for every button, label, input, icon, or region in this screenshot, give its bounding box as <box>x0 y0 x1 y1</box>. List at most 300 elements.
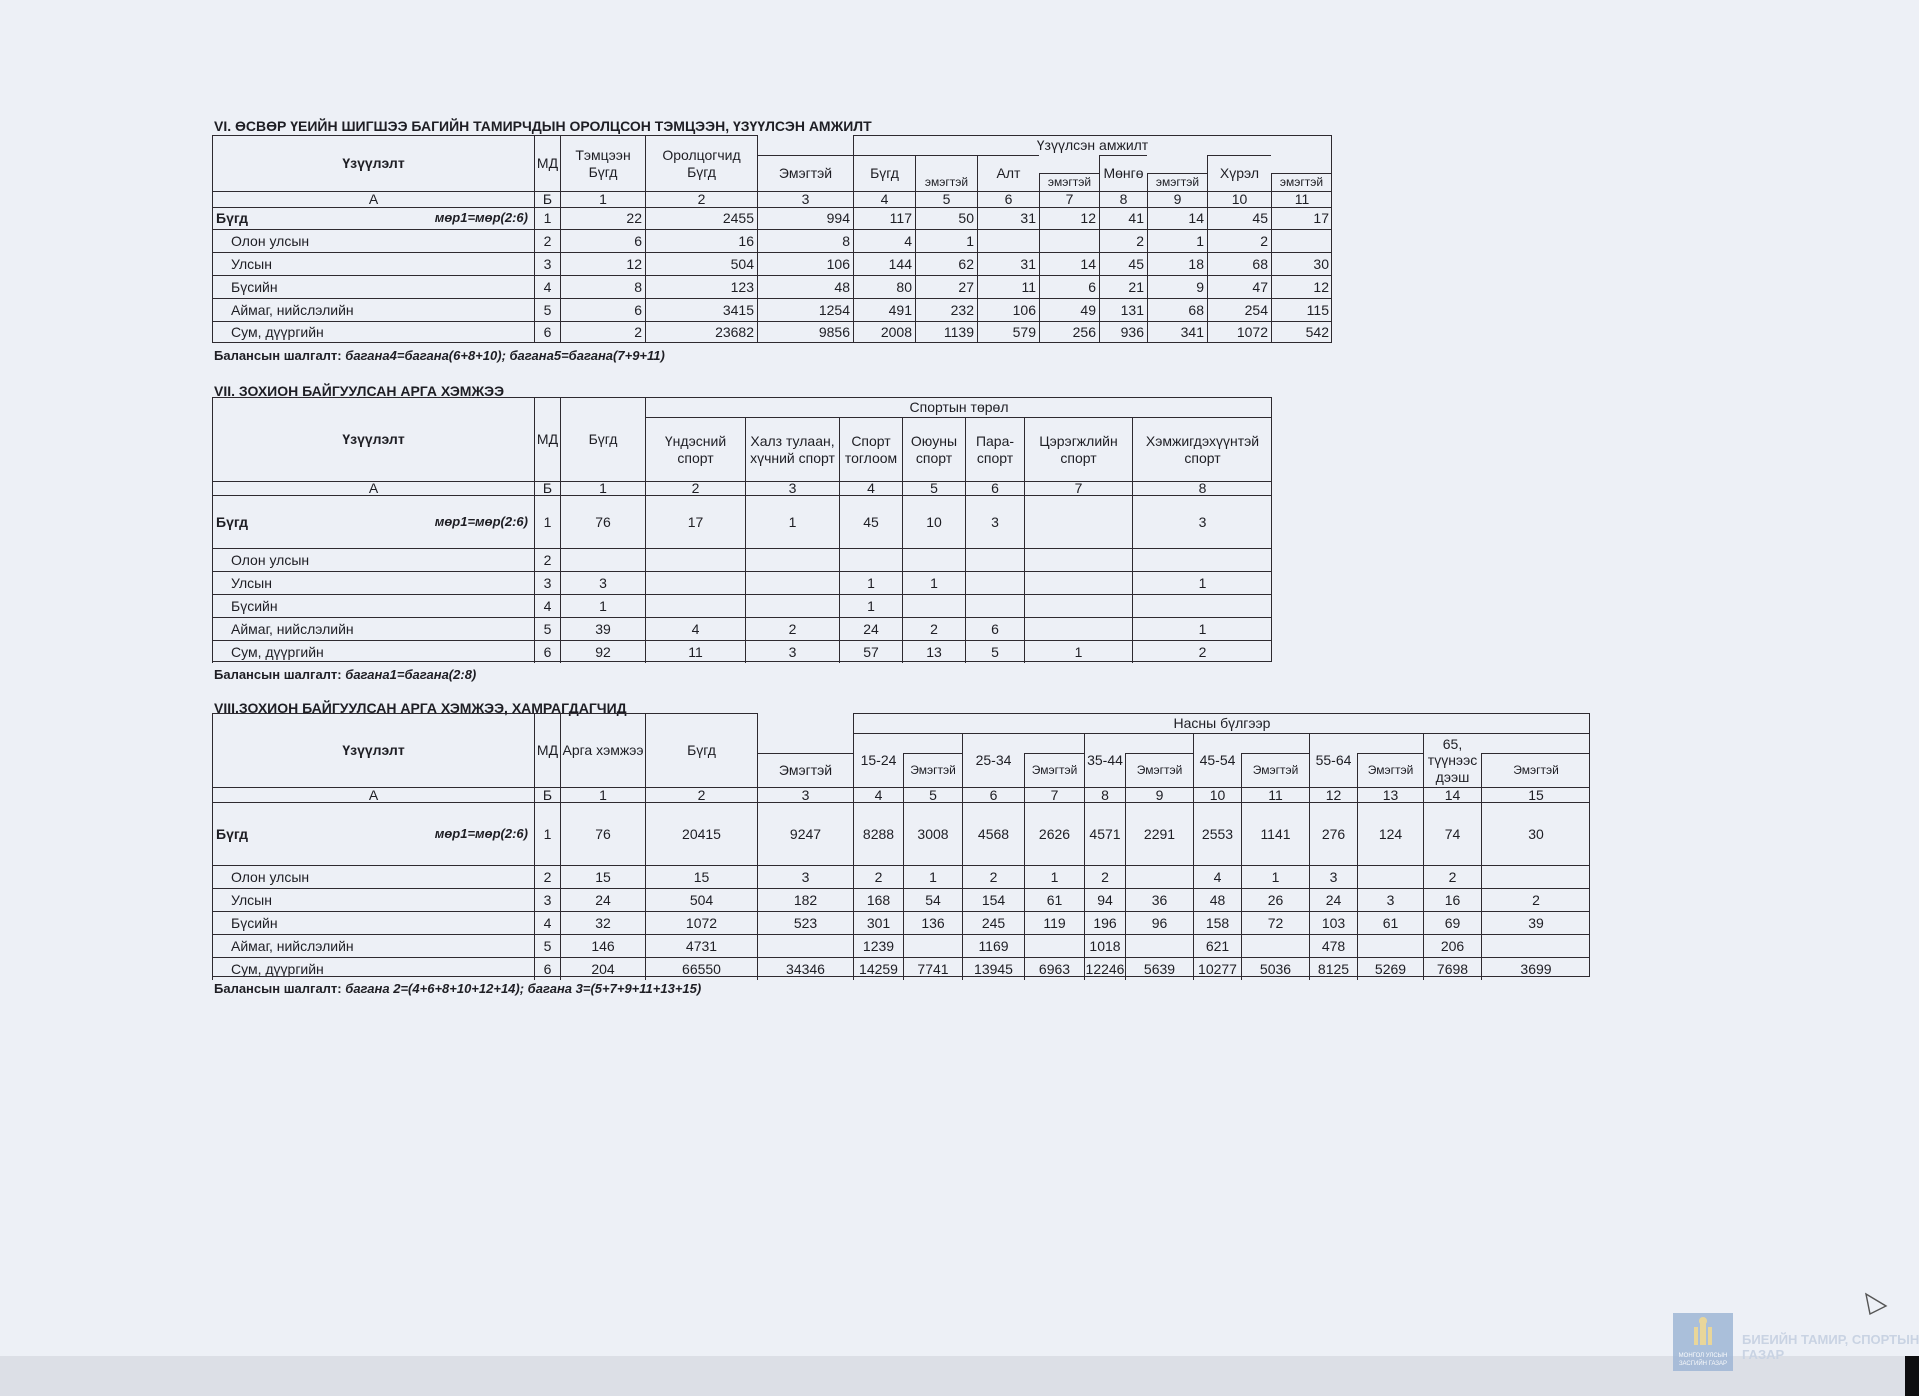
t7-data-cell: 1 <box>745 495 839 548</box>
t6-data-cell: 115 <box>1271 298 1332 321</box>
t8-row-label <box>212 802 534 865</box>
t6-data-cell: 49 <box>1039 298 1099 321</box>
t8-data-cell: 66550 <box>645 957 757 980</box>
t8-h-indicator: Үзүүлэлт <box>212 713 534 787</box>
t6-row-label <box>212 207 534 229</box>
t8-data-cell: 2626 <box>1024 802 1084 865</box>
t6-data-cell: 232 <box>915 298 977 321</box>
t6-data-cell: 144 <box>853 252 915 275</box>
t8-data-cell: 1 <box>903 865 962 888</box>
t6-code-cell: 10 <box>1207 191 1271 207</box>
t6-data-cell: 2008 <box>853 321 915 343</box>
t8-h-female-top <box>757 713 853 753</box>
t6-data-cell: 131 <box>1099 298 1147 321</box>
t7-data-cell <box>902 594 965 617</box>
t6-code-cell: 1 <box>560 191 645 207</box>
t8-data-cell: 168 <box>853 888 903 911</box>
t8-data-cell: 204 <box>560 957 645 980</box>
t7-h-sport: Пара-спорт <box>965 417 1024 481</box>
t6-code-cell: Б <box>534 191 560 207</box>
t7-data-cell: 5 <box>534 617 560 640</box>
t7-data-cell: 1 <box>902 571 965 594</box>
t6-data-cell: 2 <box>1099 229 1147 252</box>
t8-data-cell: 245 <box>962 911 1024 934</box>
t8-data-cell: 2553 <box>1193 802 1241 865</box>
t8-h-md: МД <box>534 713 560 787</box>
t6-data-cell: 504 <box>645 252 757 275</box>
t8-data-cell: 196 <box>1084 911 1125 934</box>
t6-data-cell: 14 <box>1147 207 1207 229</box>
t7-data-cell <box>645 594 745 617</box>
t7-h-sport: Оюуны спорт <box>902 417 965 481</box>
t6-data-cell: 936 <box>1099 321 1147 343</box>
t8-data-cell: 8125 <box>1309 957 1357 980</box>
t6-h-sub-3: эмэгтэй <box>1147 173 1207 191</box>
t8-code-cell: А <box>212 787 534 802</box>
t8-data-cell: 478 <box>1309 934 1357 957</box>
t6-data-cell: 1 <box>915 229 977 252</box>
t6-row-label: Бүсийн <box>212 275 534 298</box>
t8-data-cell: 146 <box>560 934 645 957</box>
t7-h-sport: Халз тулаан, хүчний спорт <box>745 417 839 481</box>
t8-data-cell: 4731 <box>645 934 757 957</box>
t8-data-cell: 3 <box>1357 888 1423 911</box>
t6-code-cell: А <box>212 191 534 207</box>
t7-h-sport: Спорт тоглоом <box>839 417 902 481</box>
t7-code-cell: 7 <box>1024 481 1132 495</box>
t6-data-cell: 21 <box>1099 275 1147 298</box>
t6-h-result: Үзүүлсэн амжилт <box>853 135 1331 155</box>
t8-row-label: Сум, дүүргийн <box>212 957 534 980</box>
t6-code-cell: 7 <box>1039 191 1099 207</box>
t7-data-cell: 39 <box>560 617 645 640</box>
t6-h-comp: Тэмцээн Бүгд <box>560 135 645 191</box>
t6-data-cell: 47 <box>1207 275 1271 298</box>
t6-h-silver: Мөнгө <box>1099 155 1147 191</box>
t6-data-cell: 62 <box>915 252 977 275</box>
t6-h-indicator: Үзүүлэлт <box>212 135 534 191</box>
section6-balance-note: Балансын шалгалт: багана4=багана(6+8+10); багана5=багана(7+9+11) <box>214 348 665 363</box>
t8-data-cell <box>1125 934 1193 957</box>
t8-h-female-sub: Эмэгтэй <box>1125 753 1193 787</box>
t6-data-cell <box>1039 229 1099 252</box>
t6-h-total: Бүгд <box>853 155 915 191</box>
t7-data-cell: 45 <box>839 495 902 548</box>
t8-h-agegroup: 35-44 <box>1084 733 1125 787</box>
t8-h-female: Эмэгтэй <box>757 753 853 787</box>
t8-data-cell: 119 <box>1024 911 1084 934</box>
t6-row-label: Сум, дүүргийн <box>212 321 534 343</box>
t7-data-cell <box>645 571 745 594</box>
t8-data-cell: 5 <box>534 934 560 957</box>
t8-data-cell: 206 <box>1423 934 1481 957</box>
t7-data-cell <box>965 571 1024 594</box>
t8-h-agegroup-top <box>1481 733 1590 753</box>
t8-h-agegroup: 45-54 <box>1193 733 1241 787</box>
t8-h-agegroup: 65, түүнээс дээш <box>1423 733 1481 787</box>
t6-data-cell: 256 <box>1039 321 1099 343</box>
t8-data-cell: 1072 <box>645 911 757 934</box>
t8-data-cell: 1018 <box>1084 934 1125 957</box>
t6-data-cell: 106 <box>977 298 1039 321</box>
t8-data-cell: 16 <box>1423 888 1481 911</box>
t6-code-cell: 4 <box>853 191 915 207</box>
t8-data-cell: 15 <box>645 865 757 888</box>
t8-h-agegroup-top <box>1357 733 1423 753</box>
t6-data-cell: 4 <box>853 229 915 252</box>
t6-data-cell: 491 <box>853 298 915 321</box>
t8-code-cell: 15 <box>1481 787 1590 802</box>
t6-row-label: Улсын <box>212 252 534 275</box>
t7-data-cell: 10 <box>902 495 965 548</box>
t8-data-cell <box>757 934 853 957</box>
t7-code-cell: 4 <box>839 481 902 495</box>
t8-data-cell: 96 <box>1125 911 1193 934</box>
t7-row-label: Олон улсын <box>212 548 534 571</box>
t6-data-cell: 68 <box>1147 298 1207 321</box>
t8-data-cell: 1239 <box>853 934 903 957</box>
t8-data-cell: 2 <box>853 865 903 888</box>
t6-code-cell: 11 <box>1271 191 1332 207</box>
t6-data-cell: 18 <box>1147 252 1207 275</box>
t8-h-agegroup: 15-24 <box>853 733 903 787</box>
t8-data-cell: 36 <box>1125 888 1193 911</box>
t7-h-sport: Үндэсний спорт <box>645 417 745 481</box>
t8-data-cell: 69 <box>1423 911 1481 934</box>
t8-data-cell: 1 <box>1024 865 1084 888</box>
t7-data-cell: 3 <box>560 571 645 594</box>
soyombo-icon <box>1673 1313 1733 1371</box>
t8-data-cell: 9247 <box>757 802 853 865</box>
t7-data-cell <box>745 548 839 571</box>
t8-h-total: Бүгд <box>645 713 757 787</box>
t6-data-cell: 48 <box>757 275 853 298</box>
t8-h-age: Насны бүлгээр <box>853 713 1590 733</box>
t8-code-cell: 12 <box>1309 787 1357 802</box>
t8-code-cell: 5 <box>903 787 962 802</box>
t8-data-cell: 39 <box>1481 911 1590 934</box>
t8-code-cell: 4 <box>853 787 903 802</box>
t7-code-cell: 5 <box>902 481 965 495</box>
t8-data-cell: 10277 <box>1193 957 1241 980</box>
t7-data-cell <box>839 548 902 571</box>
t7-code-cell: 8 <box>1132 481 1272 495</box>
t7-data-cell <box>560 548 645 571</box>
t8-data-cell: 15 <box>560 865 645 888</box>
corner-scan-mark-icon <box>1862 1290 1890 1318</box>
t6-h-sub-2: эмэгтэй <box>1039 173 1099 191</box>
t7-data-cell: 6 <box>534 640 560 663</box>
t8-data-cell: 12246 <box>1084 957 1125 980</box>
t8-data-cell: 7741 <box>903 957 962 980</box>
section7-title: VII. ЗОХИОН БАЙГУУЛСАН АРГА ХЭМЖЭЭ <box>214 383 505 399</box>
t8-data-cell <box>1241 934 1309 957</box>
t6-data-cell: 6 <box>560 298 645 321</box>
t6-h-md: МД <box>534 135 560 191</box>
t7-data-cell: 24 <box>839 617 902 640</box>
t6-data-cell: 41 <box>1099 207 1147 229</box>
t6-data-cell: 341 <box>1147 321 1207 343</box>
t6-h-sub-1: эмэгтэй <box>915 155 977 191</box>
t8-data-cell: 3 <box>757 865 853 888</box>
t8-h-events: Арга хэмжээ <box>560 713 645 787</box>
t6-h-female-top <box>757 135 853 155</box>
t8-data-cell: 26 <box>1241 888 1309 911</box>
t6-data-cell: 68 <box>1207 252 1271 275</box>
t8-code-cell: 8 <box>1084 787 1125 802</box>
t7-data-cell <box>902 548 965 571</box>
t7-row-label: Улсын <box>212 571 534 594</box>
t6-data-cell: 1 <box>1147 229 1207 252</box>
t7-data-cell: 76 <box>560 495 645 548</box>
t6-h-female: Эмэгтэй <box>757 155 853 191</box>
t7-code-cell: А <box>212 481 534 495</box>
t6-h-gold: Алт <box>977 155 1039 191</box>
t6-data-cell: 9856 <box>757 321 853 343</box>
t6-data-cell <box>977 229 1039 252</box>
t8-data-cell: 3008 <box>903 802 962 865</box>
t8-data-cell: 158 <box>1193 911 1241 934</box>
t8-data-cell: 154 <box>962 888 1024 911</box>
t8-h-female-sub: Эмэгтэй <box>903 753 962 787</box>
t8-data-cell: 4 <box>1193 865 1241 888</box>
row-formula: мөр1=мөр(2:6) <box>434 210 528 226</box>
t8-data-cell: 124 <box>1357 802 1423 865</box>
t8-data-cell <box>1125 865 1193 888</box>
t7-data-cell: 2 <box>745 617 839 640</box>
t6-data-cell: 8 <box>757 229 853 252</box>
t7-data-cell <box>1132 548 1272 571</box>
t7-data-cell <box>645 548 745 571</box>
t8-h-agegroup: 55-64 <box>1309 733 1357 787</box>
t7-data-cell <box>1024 594 1132 617</box>
t6-data-cell: 12 <box>560 252 645 275</box>
t8-data-cell: 7698 <box>1423 957 1481 980</box>
t6-data-cell: 6 <box>1039 275 1099 298</box>
t7-data-cell <box>745 571 839 594</box>
t7-data-cell: 1 <box>1132 617 1272 640</box>
t8-data-cell: 3699 <box>1481 957 1590 980</box>
t7-data-cell: 3 <box>965 495 1024 548</box>
t6-data-cell: 117 <box>853 207 915 229</box>
t8-data-cell <box>1481 934 1590 957</box>
t8-data-cell: 6 <box>534 957 560 980</box>
t8-h-agegroup-top <box>1241 733 1309 753</box>
t6-data-cell <box>1271 229 1332 252</box>
t7-data-cell: 13 <box>902 640 965 663</box>
t8-data-cell: 5036 <box>1241 957 1309 980</box>
t7-row-label: Аймаг, нийслэлийн <box>212 617 534 640</box>
t6-code-cell: 9 <box>1147 191 1207 207</box>
t6-data-cell: 254 <box>1207 298 1271 321</box>
t8-data-cell <box>1024 934 1084 957</box>
t8-data-cell: 8288 <box>853 802 903 865</box>
t8-code-cell: 9 <box>1125 787 1193 802</box>
t8-data-cell: 14259 <box>853 957 903 980</box>
t6-data-cell: 1139 <box>915 321 977 343</box>
t6-data-cell: 8 <box>560 275 645 298</box>
t6-data-cell: 12 <box>1271 275 1332 298</box>
t8-data-cell: 301 <box>853 911 903 934</box>
t8-code-cell: 7 <box>1024 787 1084 802</box>
row-label: Бүгд <box>216 825 249 842</box>
t8-data-cell: 4571 <box>1084 802 1125 865</box>
t8-data-cell: 20415 <box>645 802 757 865</box>
t6-data-cell: 2455 <box>645 207 757 229</box>
t7-data-cell: 1 <box>1132 571 1272 594</box>
t7-data-cell: 5 <box>965 640 1024 663</box>
t8-row-label: Олон улсын <box>212 865 534 888</box>
t7-h-sport: Цэрэгжлийн спорт <box>1024 417 1132 481</box>
t7-data-cell <box>745 594 839 617</box>
t6-h-bronze: Хүрэл <box>1207 155 1271 191</box>
t8-data-cell: 2 <box>1423 865 1481 888</box>
t8-data-cell: 1169 <box>962 934 1024 957</box>
t8-data-cell: 24 <box>560 888 645 911</box>
row-formula: мөр1=мөр(2:6) <box>434 825 528 841</box>
t8-data-cell <box>1357 865 1423 888</box>
t8-code-cell: 10 <box>1193 787 1241 802</box>
t8-data-cell: 276 <box>1309 802 1357 865</box>
t7-h-total: Бүгд <box>560 397 645 481</box>
t6-data-cell: 994 <box>757 207 853 229</box>
t6-data-cell: 6 <box>534 321 560 343</box>
t6-data-cell: 5 <box>534 298 560 321</box>
t6-data-cell: 12 <box>1039 207 1099 229</box>
t6-code-cell: 6 <box>977 191 1039 207</box>
t7-data-cell: 2 <box>902 617 965 640</box>
t6-data-cell: 106 <box>757 252 853 275</box>
t8-data-cell: 32 <box>560 911 645 934</box>
t6-data-cell: 17 <box>1271 207 1332 229</box>
t8-h-agegroup-top <box>903 733 962 753</box>
t8-data-cell: 13945 <box>962 957 1024 980</box>
t8-data-cell <box>1357 934 1423 957</box>
t8-data-cell: 3 <box>534 888 560 911</box>
t8-code-cell: 2 <box>645 787 757 802</box>
t8-data-cell: 182 <box>757 888 853 911</box>
t7-data-cell: 92 <box>560 640 645 663</box>
t6-data-cell: 1072 <box>1207 321 1271 343</box>
t6-data-cell: 23682 <box>645 321 757 343</box>
t8-data-cell: 1 <box>534 802 560 865</box>
t6-data-cell: 4 <box>534 275 560 298</box>
t7-h-group: Спортын төрөл <box>645 397 1272 417</box>
t8-data-cell: 2291 <box>1125 802 1193 865</box>
t8-data-cell: 61 <box>1357 911 1423 934</box>
t8-h-female-sub: Эмэгтэй <box>1241 753 1309 787</box>
t7-data-cell: 3 <box>1132 495 1272 548</box>
t7-data-cell: 4 <box>534 594 560 617</box>
t8-code-cell: 6 <box>962 787 1024 802</box>
t8-data-cell: 2 <box>1084 865 1125 888</box>
t8-data-cell: 6963 <box>1024 957 1084 980</box>
t8-code-cell: 3 <box>757 787 853 802</box>
t6-data-cell: 50 <box>915 207 977 229</box>
t7-code-cell: 6 <box>965 481 1024 495</box>
t8-data-cell <box>1481 865 1590 888</box>
t7-data-cell <box>965 548 1024 571</box>
t8-data-cell: 94 <box>1084 888 1125 911</box>
t8-code-cell: Б <box>534 787 560 802</box>
t7-code-cell: 2 <box>645 481 745 495</box>
t6-data-cell: 2 <box>1207 229 1271 252</box>
t6-row-label: Аймаг, нийслэлийн <box>212 298 534 321</box>
section8-balance-note: Балансын шалгалт: багана 2=(4+6+8+10+12+14); багана 3=(5+7+9+11+13+15) <box>214 981 702 996</box>
t6-data-cell: 579 <box>977 321 1039 343</box>
t6-h-part: Оролцогчид Бүгд <box>645 135 757 191</box>
t6-data-cell: 31 <box>977 252 1039 275</box>
t8-data-cell: 2 <box>1481 888 1590 911</box>
t8-data-cell: 1141 <box>1241 802 1309 865</box>
t8-data-cell: 72 <box>1241 911 1309 934</box>
t8-row-label: Аймаг, нийслэлийн <box>212 934 534 957</box>
logo-text-1: МОНГОЛ УЛСЫН <box>1678 1353 1728 1359</box>
t7-data-cell: 2 <box>1132 640 1272 663</box>
t8-data-cell: 61 <box>1024 888 1084 911</box>
t7-data-cell: 11 <box>645 640 745 663</box>
t6-data-cell: 2 <box>560 321 645 343</box>
t7-data-cell: 2 <box>534 548 560 571</box>
t8-row-label: Бүсийн <box>212 911 534 934</box>
t6-data-cell: 16 <box>645 229 757 252</box>
t7-data-cell <box>1024 495 1132 548</box>
t6-data-cell: 22 <box>560 207 645 229</box>
t8-row-label: Улсын <box>212 888 534 911</box>
t8-data-cell: 2 <box>534 865 560 888</box>
t7-code-cell: 3 <box>745 481 839 495</box>
t8-data-cell: 54 <box>903 888 962 911</box>
t6-code-cell: 5 <box>915 191 977 207</box>
t7-data-cell: 3 <box>534 571 560 594</box>
t6-h-sub-4: эмэгтэй <box>1271 173 1331 191</box>
t7-data-cell: 1 <box>534 495 560 548</box>
t7-data-cell: 1 <box>1024 640 1132 663</box>
t8-data-cell: 3 <box>1309 865 1357 888</box>
logo-text-2: ЗАСГИЙН ГАЗАР <box>1678 1361 1728 1367</box>
t8-data-cell: 5639 <box>1125 957 1193 980</box>
t8-h-agegroup: 25-34 <box>962 733 1024 787</box>
t6-data-cell: 9 <box>1147 275 1207 298</box>
t8-code-cell: 11 <box>1241 787 1309 802</box>
t8-data-cell: 523 <box>757 911 853 934</box>
t6-data-cell: 80 <box>853 275 915 298</box>
row-formula: мөр1=мөр(2:6) <box>434 513 528 529</box>
t8-h-agegroup-top <box>1125 733 1193 753</box>
t8-data-cell: 48 <box>1193 888 1241 911</box>
t7-code-cell: Б <box>534 481 560 495</box>
t8-h-female-sub: Эмэгтэй <box>1357 753 1423 787</box>
t8-data-cell: 103 <box>1309 911 1357 934</box>
t8-data-cell: 621 <box>1193 934 1241 957</box>
t7-data-cell: 1 <box>839 571 902 594</box>
t7-data-cell <box>1024 617 1132 640</box>
agency-name: БИЕИЙН ТАМИР, СПОРТЫН ГАЗАР <box>1742 1332 1919 1362</box>
t6-data-cell: 542 <box>1271 321 1332 343</box>
t8-code-cell: 14 <box>1423 787 1481 802</box>
t7-h-md: МД <box>534 397 560 481</box>
t8-data-cell: 76 <box>560 802 645 865</box>
t8-data-cell: 5269 <box>1357 957 1423 980</box>
t6-data-cell: 123 <box>645 275 757 298</box>
t8-data-cell: 4 <box>534 911 560 934</box>
t6-data-cell: 1254 <box>757 298 853 321</box>
t7-code-cell: 1 <box>560 481 645 495</box>
t6-data-cell: 3 <box>534 252 560 275</box>
t8-data-cell: 74 <box>1423 802 1481 865</box>
t8-data-cell: 136 <box>903 911 962 934</box>
section7-balance-note: Балансын шалгалт: багана1=багана(2:8) <box>214 667 477 682</box>
